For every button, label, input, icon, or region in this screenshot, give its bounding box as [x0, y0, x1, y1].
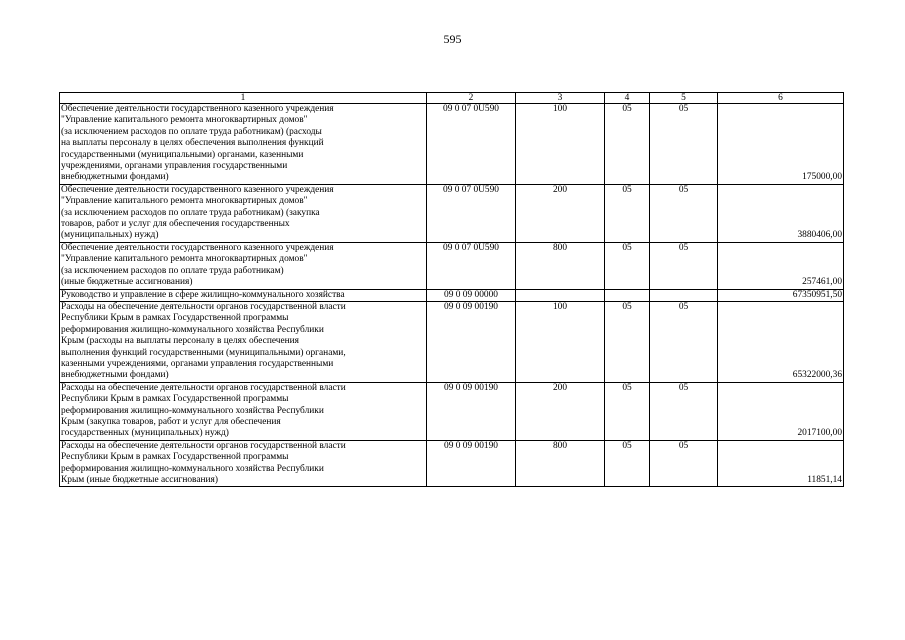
- row-amount: 67350951,50: [718, 289, 844, 301]
- row-section: 05: [605, 382, 650, 440]
- row-amount: 3880406,00: [718, 184, 844, 242]
- row-subsection: 05: [650, 184, 718, 242]
- row-code: 09 0 07 0U590: [427, 104, 516, 185]
- row-name: Руководство и управление в сфере жилищно-коммунального хозяйства: [60, 289, 427, 301]
- column-header-3: 3: [516, 93, 605, 104]
- row-code: 09 0 09 00000: [427, 289, 516, 301]
- row-section: 05: [605, 301, 650, 382]
- row-amount: 257461,00: [718, 242, 844, 289]
- row-code: 09 0 09 00190: [427, 440, 516, 487]
- row-code: 09 0 07 0U590: [427, 242, 516, 289]
- page-number: 595: [443, 32, 462, 46]
- row-subsection: 05: [650, 440, 718, 487]
- row-subsection: 05: [650, 382, 718, 440]
- row-name: Обеспечение деятельности государственного казенного учреждения "Управление капитального ремонта многоквартирных домов" (за исключением расходов по оплате труда работникам) (закупка товаров, работ и услуг для обеспечения государственных (муниципальных) нужд): [60, 184, 427, 242]
- row-amount: 2017100,00: [718, 382, 844, 440]
- row-amount: 175000,00: [718, 104, 844, 185]
- row-amount: 65322000,36: [718, 301, 844, 382]
- table-header-row: [60, 93, 844, 104]
- row-section: 05: [605, 104, 650, 185]
- row-code: 09 0 09 00190: [427, 301, 516, 382]
- column-header-1: 1: [60, 93, 427, 104]
- row-name: Обеспечение деятельности государственного казенного учреждения "Управление капитального ремонта многоквартирных домов" (за исключением расходов по оплате труда работникам) (иные бюджетные ассигнования): [60, 242, 427, 289]
- column-header-5: 5: [650, 93, 718, 104]
- budget-table: [59, 92, 844, 487]
- column-header-4: 4: [605, 93, 650, 104]
- table-row: [60, 184, 844, 242]
- row-code: 09 0 09 00190: [427, 382, 516, 440]
- row-type: 200: [516, 382, 605, 440]
- row-section: [605, 289, 650, 301]
- row-section: 05: [605, 440, 650, 487]
- column-header-2: 2: [427, 93, 516, 104]
- row-type: 100: [516, 301, 605, 382]
- column-header-6: 6: [718, 93, 844, 104]
- table-row: [60, 382, 844, 440]
- row-type: 200: [516, 184, 605, 242]
- row-subsection: 05: [650, 301, 718, 382]
- row-amount: 11851,14: [718, 440, 844, 487]
- row-subsection: 05: [650, 104, 718, 185]
- row-section: 05: [605, 184, 650, 242]
- row-name: Расходы на обеспечение деятельности органов государственной власти Республики Крым в рамках Государственной программы реформирования жилищно-коммунального хозяйства Республики Крым (расходы на выплаты персоналу в целях обеспечения выполнения функций государственными (муниципальными) органами, казенными учреждениями, органами управления государственными внебюджетными фондами): [60, 301, 427, 382]
- row-type: 800: [516, 242, 605, 289]
- row-section: 05: [605, 242, 650, 289]
- row-type: [516, 289, 605, 301]
- row-name: Расходы на обеспечение деятельности органов государственной власти Республики Крым в рамках Государственной программы реформирования жилищно-коммунального хозяйства Республики Крым (закупка товаров, работ и услуг для обеспечения государственных (муниципальных) нужд): [60, 382, 427, 440]
- row-code: 09 0 07 0U590: [427, 184, 516, 242]
- row-type: 100: [516, 104, 605, 185]
- table-row: [60, 242, 844, 289]
- table-row: [60, 104, 844, 185]
- table-row: [60, 440, 844, 487]
- row-type: 800: [516, 440, 605, 487]
- row-name: Обеспечение деятельности государственного казенного учреждения "Управление капитального ремонта многоквартирных домов" (за исключением расходов по оплате труда работникам) (расходы на выплаты персоналу в целях обеспечения выполнения функций государственными (муниципальными) органами, казенными учреждениями, органами управления государственными внебюджетными фондами): [60, 104, 427, 185]
- row-subsection: 05: [650, 242, 718, 289]
- row-subsection: [650, 289, 718, 301]
- table-row: [60, 289, 844, 301]
- table-row: [60, 301, 844, 382]
- row-name: Расходы на обеспечение деятельности органов государственной власти Республики Крым в рамках Государственной программы реформирования жилищно-коммунального хозяйства Республики Крым (иные бюджетные ассигнования): [60, 440, 427, 487]
